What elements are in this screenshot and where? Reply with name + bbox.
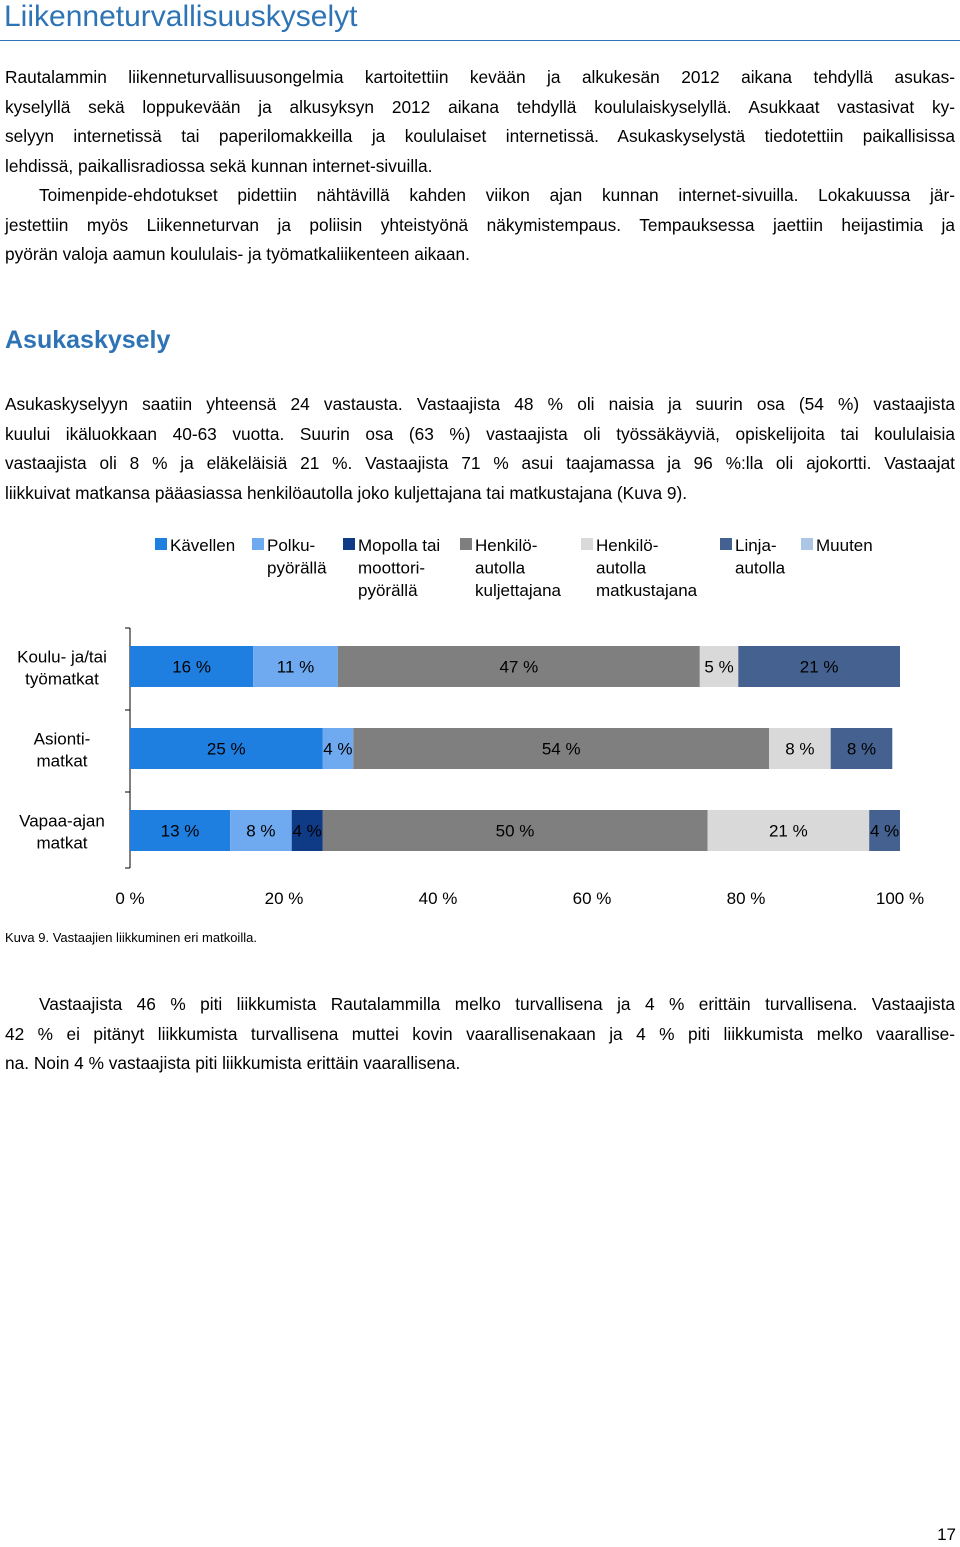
x-tick-label: 40 % (418, 889, 458, 908)
legend-label: moottori- (358, 558, 426, 578)
legend-label: pyörällä (267, 558, 327, 578)
travel-mode-chart (0, 525, 960, 925)
data-label: 8 % (846, 739, 877, 759)
data-label: 21 % (768, 821, 808, 841)
legend-label: kuljettajana (475, 581, 562, 600)
legend-label: Henkilö- (475, 536, 538, 555)
data-label: 5 % (704, 657, 734, 677)
x-tick-label: 60 % (572, 889, 612, 908)
title-underline (0, 40, 960, 41)
category-label: Asionti- (33, 729, 91, 749)
page-number: 17 (937, 1525, 956, 1544)
legend-label: Linja- (735, 536, 777, 555)
legend-label: Henkilö- (596, 536, 659, 555)
x-tick-label: 0 % (115, 889, 145, 908)
data-label: 50 % (495, 821, 535, 841)
intro-line: selyyn internetissä tai paperilomakkeilla ja koululaiset internetissä. Asukaskyselystä tiedotettiin paikallisissa (5, 126, 955, 146)
intro-line: pyörän valoja aamun koululais- ja työmatkaliikenteen aikaan. (5, 244, 470, 264)
data-label: 8 % (246, 821, 276, 841)
legend-label: Muuten (816, 536, 873, 555)
survey-line: kuului ikäluokkaan 40-63 vuotta. Suurin osa (63 %) vastaajista oli työssäkäyviä, opiskelijoita tai koululaisia (5, 423, 955, 444)
closing-line (5, 990, 955, 1020)
data-label: 4 % (323, 739, 353, 759)
data-label: 4 % (292, 821, 322, 841)
category-label: Koulu- ja/tai (17, 647, 107, 667)
legend-label: matkustajana (596, 581, 698, 600)
closing-paragraph (5, 990, 955, 1079)
closing-line: na. Noin 4 % vastaajista piti liikkumista erittäin vaarallisena. (5, 1053, 461, 1073)
legend-label: pyörällä (358, 581, 418, 600)
legend-label: autolla (596, 558, 647, 578)
data-label: 11 % (276, 657, 315, 677)
legend-swatch (460, 538, 472, 550)
category-label: Vapaa-ajan (19, 811, 105, 831)
x-tick-label: 80 % (726, 889, 766, 908)
closing-line-text: Vastaajista 46 % piti liikkumista Rautalammilla melko turvallisena ja 4 % erittäin turvallisena. Vastaajista (39, 994, 955, 1014)
intro-line: lehdissä, paikallisradiossa sekä kunnan internet-sivuilla. (5, 155, 433, 176)
legend-label: Mopolla tai (358, 536, 441, 555)
survey-line: liikkuivat matkansa pääasiassa henkilöautolla joko kuljettajana tai matkustajana (Kuva 9). (5, 482, 688, 503)
survey-paragraph (5, 390, 955, 508)
x-tick-label: 20 % (264, 889, 304, 908)
survey-line: vastaajista oli 8 % ja eläkeläisiä 21 %. Vastaajista 71 % asui taajamassa ja 96 %:lla oli ajokortti. Vastaajat (5, 453, 955, 473)
legend-swatch (252, 538, 264, 550)
survey-line: Asukaskyselyyn saatiin yhteensä 24 vastausta. Vastaajista 48 % oli naisia ja suurin osa (54 %) vastaajista (5, 394, 955, 414)
category-label: matkat (36, 751, 88, 771)
legend-swatch (155, 538, 167, 550)
legend-swatch (343, 538, 355, 550)
category-label: työmatkat (25, 669, 99, 689)
figure-caption: Kuva 9. Vastaajien liikkuminen eri matkoilla. (5, 930, 257, 945)
intro-line: Rautalammin liikenneturvallisuusongelmia kartoitettiin kevään ja alkukesän 2012 aikana tehdyllä asukas- (5, 67, 955, 87)
page-title: Liikenneturvallisuuskyselyt (4, 0, 358, 33)
data-label: 21 % (799, 657, 839, 677)
data-label: 8 % (785, 739, 815, 759)
legend-swatch (581, 538, 593, 550)
legend-swatch (801, 538, 813, 550)
data-label: 47 % (499, 657, 539, 677)
data-label: 16 % (172, 657, 211, 677)
legend-label: autolla (735, 558, 786, 578)
x-tick-label: 100 % (875, 889, 925, 908)
intro-line: kyselyllä sekä loppukevään ja alkusyksyn 2012 aikana tehdyllä koululaiskyselyllä. Asukkaat vastasivat ky- (5, 96, 955, 117)
data-label: 4 % (869, 821, 900, 841)
intro-line (5, 181, 955, 211)
data-label: 13 % (160, 821, 200, 841)
legend-label: Polku- (267, 536, 316, 555)
data-label: 25 % (206, 739, 246, 759)
section-heading: Asukaskysely (5, 326, 171, 354)
legend-swatch (720, 538, 732, 550)
closing-line: 42 % ei pitänyt liikkumista turvallisena muttei kovin vaarallisenakaan ja 4 % piti liikkumista melko vaarallise- (5, 1023, 955, 1044)
category-label: matkat (36, 833, 88, 853)
intro-line: jestettiin myös Liikenneturvan ja poliisin yhteistyönä näkymistempaus. Tempauksessa jaettiin heijastimia ja (5, 214, 955, 235)
data-label: 54 % (541, 739, 581, 759)
legend-label: autolla (475, 558, 526, 578)
legend-label: Kävellen (170, 536, 236, 555)
intro-paragraph (5, 63, 955, 270)
intro-line-text: Toimenpide-ehdotukset pidettiin nähtävillä kahden viikon ajan kunnan internet-sivuilla. Lokakuussa jär- (39, 185, 955, 205)
